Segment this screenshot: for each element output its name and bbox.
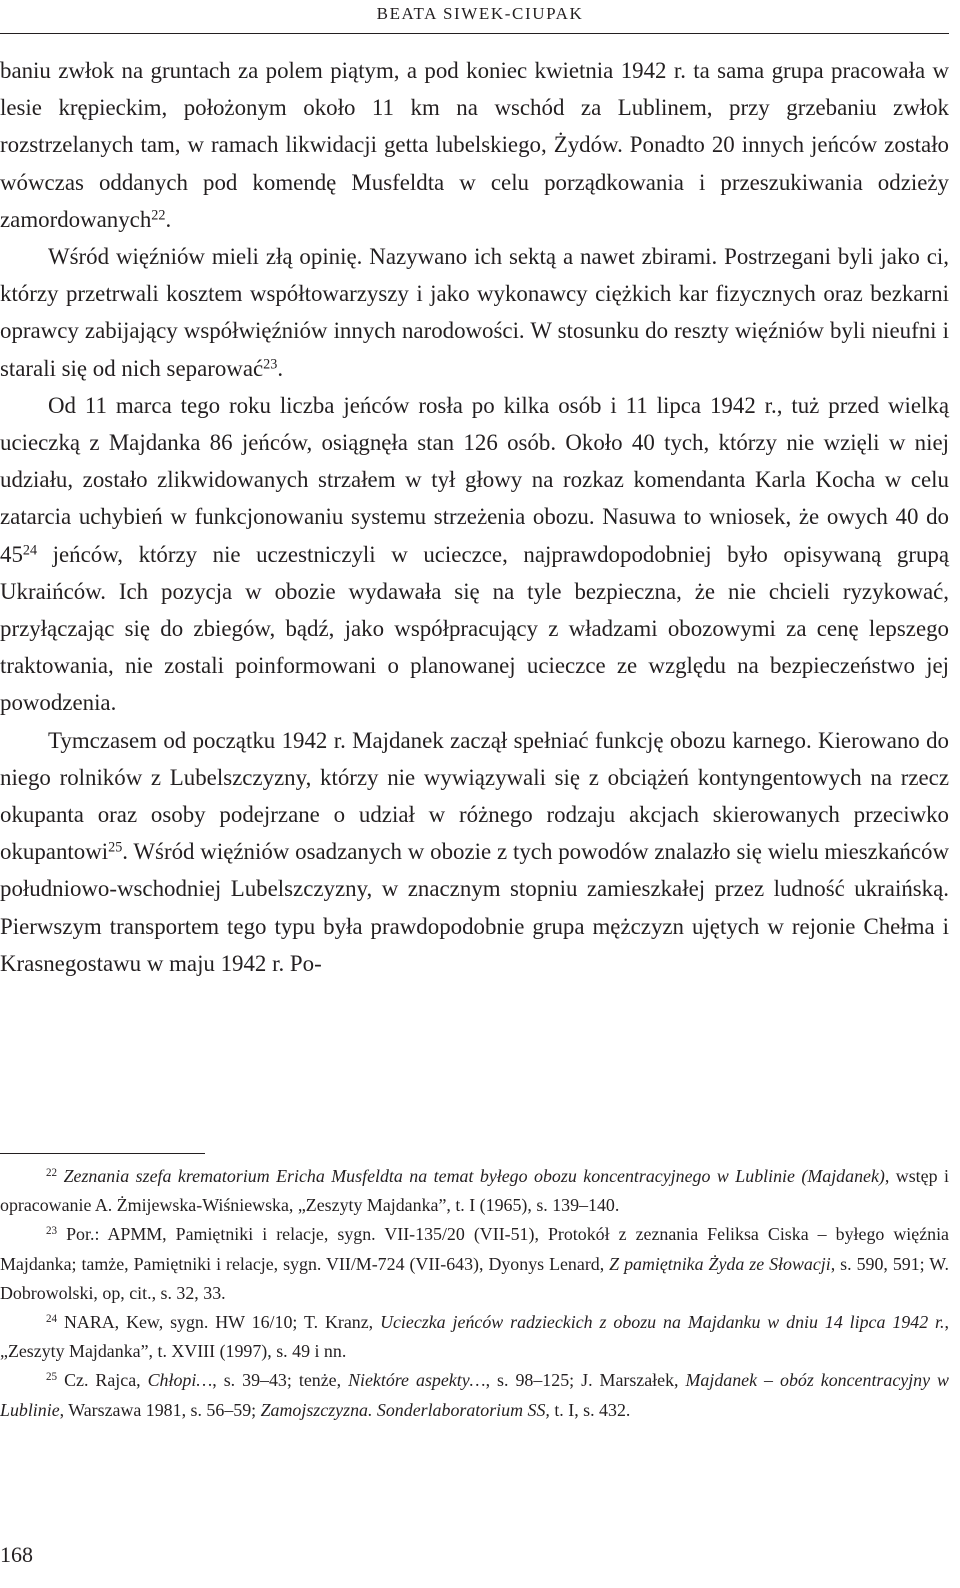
footnote bbox=[0, 1220, 949, 1308]
text-run: t. I, s. 432. bbox=[549, 1399, 631, 1420]
text-run: Od 11 marca tego roku liczba jeńców rosła po kilka osób i 11 lipca 1942 r., tuż przed wielką ucieczką z Majdanka 86 jeńców, osiągnęła stan 126 osób. Około 40 tych, którzy nie wzięli w niej udziału, zostało zlikwidowanych strzałem w tył głowy na rozkaz komendanta Karla Kocha w celu zatarcia uchybień w funkcjonowaniu systemu strzeżenia obozu. Nasuwa to wniosek, że owych 40 do 45 bbox=[0, 392, 949, 567]
text-run: , s. 39–43; tenże, bbox=[212, 1370, 349, 1391]
italic-run: Z pamiętnika Żyda ze Słowacji bbox=[609, 1253, 831, 1274]
footnote-ref: 23 bbox=[46, 1225, 58, 1238]
text-run: Por.: APMM, Pamiętniki i relacje, sygn. VII-135/20 (VII-51), Protokół z zeznania Feliksa Ciska – byłego więźnia Majdanka; tamże, Pamiętniki i relacje, sygn. VII/M-724 (VII-643), Dyonys Lenard, bbox=[0, 1224, 949, 1274]
footnote-separator bbox=[0, 1153, 205, 1154]
footnote bbox=[0, 1308, 949, 1366]
running-head: BEATA SIWEK-CIUPAK bbox=[376, 4, 584, 23]
footnote bbox=[0, 1366, 949, 1424]
text-run: , s. 590, 591; W. Dobrowolski, op, cit., s. 32, 33. bbox=[0, 1253, 949, 1303]
text-run: . bbox=[165, 206, 172, 232]
paragraph bbox=[0, 722, 949, 982]
text-run: jeńców, którzy nie uczestniczyli w ucieczce, najprawdopodobniej było opisywaną grupą Ukraińców. Ich pozycja w obozie wydawała się na tyle bezpieczna, że nie chcieli ryzykować, przyłączając się do zbiegów, bądź, jako współpracujący z władzami obozowymi za cenę lepszego traktowania, nie zostali poinformowani o planowanej ucieczce ze względu na bezpieczeństwo jej powodzenia. bbox=[0, 541, 949, 716]
text-run: , s. 98–125; J. Marszałek, bbox=[485, 1370, 686, 1391]
footnote-ref: 22 bbox=[151, 207, 166, 224]
footnote-ref: 24 bbox=[46, 1313, 58, 1326]
body-text bbox=[0, 52, 949, 982]
paragraph bbox=[0, 387, 949, 722]
paragraph bbox=[0, 52, 949, 238]
italic-run: Ucieczka jeńców radzieckich z obozu na Majdanku w dniu 14 lipca 1942 r. bbox=[380, 1312, 945, 1333]
footnote-ref: 25 bbox=[46, 1371, 58, 1384]
footnote-ref: 25 bbox=[108, 839, 123, 856]
text-run: NARA, Kew, sygn. HW 16/10; T. Kranz, bbox=[57, 1312, 381, 1333]
text-run: Tymczasem od początku 1942 r. Majdanek zaczął spełniać funkcję obozu karnego. Kierowano do niego rolników z Lubelszczyzny, którzy nie wywiązywali się z obciążeń kontyngentowych na rzecz okupanta oraz osoby podejrzane o udział w różnego rodzaju akcjach skierowanych przeciwko okupantowi bbox=[0, 727, 949, 865]
italic-run: Zamojszczyzna. Sonderlaboratorium SS, bbox=[260, 1399, 550, 1420]
footnote-ref: 23 bbox=[263, 356, 278, 373]
italic-run: Majdanek – obóz koncentracyjny w Lublinie bbox=[0, 1370, 949, 1420]
header-rule bbox=[0, 33, 949, 34]
text-run: , „Zeszyty Majdanka”, t. XVIII (1997), s. 49 i nn. bbox=[0, 1312, 949, 1362]
footnote-ref: 22 bbox=[46, 1167, 58, 1180]
italic-run: Chłopi… bbox=[147, 1370, 213, 1391]
text-run: . bbox=[277, 355, 284, 381]
text-run: , Warszawa 1981, s. 56–59; bbox=[59, 1399, 261, 1420]
italic-run: Zeznania szefa krematorium Ericha Musfeldta na temat byłego obozu koncentracyjnego w Lublinie (Majdanek) bbox=[63, 1166, 885, 1186]
text-run: Cz. Rajca, bbox=[57, 1370, 148, 1391]
text-run: baniu zwłok na gruntach za polem piątym, a pod koniec kwietnia 1942 r. ta sama grupa pracowała w lesie krępieckim, położonym około 11 km na wschód za Lublinem, przy grzebaniu zwłok rozstrzelanych tam, w ramach likwidacji getta lubelskiego, Żydów. Ponadto 20 innych jeńców zostało wówczas oddanych pod komendę Musfeldta w celu porządkowania i przeszukiwania odzieży zamordowanych bbox=[0, 58, 949, 232]
footnote bbox=[0, 1162, 949, 1220]
page-number: 168 bbox=[0, 1542, 33, 1567]
footnotes bbox=[0, 1162, 949, 1425]
text-run: . Wśród więźniów osadzanych w obozie z tych powodów znalazło się wielu mieszkańców południowo-wschodniej Lubelszczyzny, w znacznym stopniu zamieszkałej przez ludność ukraińską. Pierwszym transportem tego typu była prawdopodobnie grupa mężczyzn ujętych w rejonie Chełma i Krasnegostawu w maju 1942 r. Po- bbox=[0, 839, 949, 976]
text-run: Wśród więźniów mieli złą opinię. Nazywano ich sektą a nawet zbirami. Postrzegani byli jako ci, którzy przetrwali kosztem współtowarzyszy i jako wykonawcy ciężkich kar fizycznych oraz bezkarni oprawcy zabijający współwięźniów innych narodowości. W stosunku do reszty więźniów byli nieufni i starali się od nich separować bbox=[0, 244, 949, 381]
italic-run: Niektóre aspekty… bbox=[348, 1370, 486, 1391]
footnote-ref: 24 bbox=[22, 542, 38, 559]
paragraph bbox=[0, 238, 949, 387]
text-run: , wstęp i opracowanie A. Żmijewska-Wiśniewska, „Zeszyty Majdanka”, t. I (1965), s. 139–140. bbox=[0, 1166, 949, 1216]
